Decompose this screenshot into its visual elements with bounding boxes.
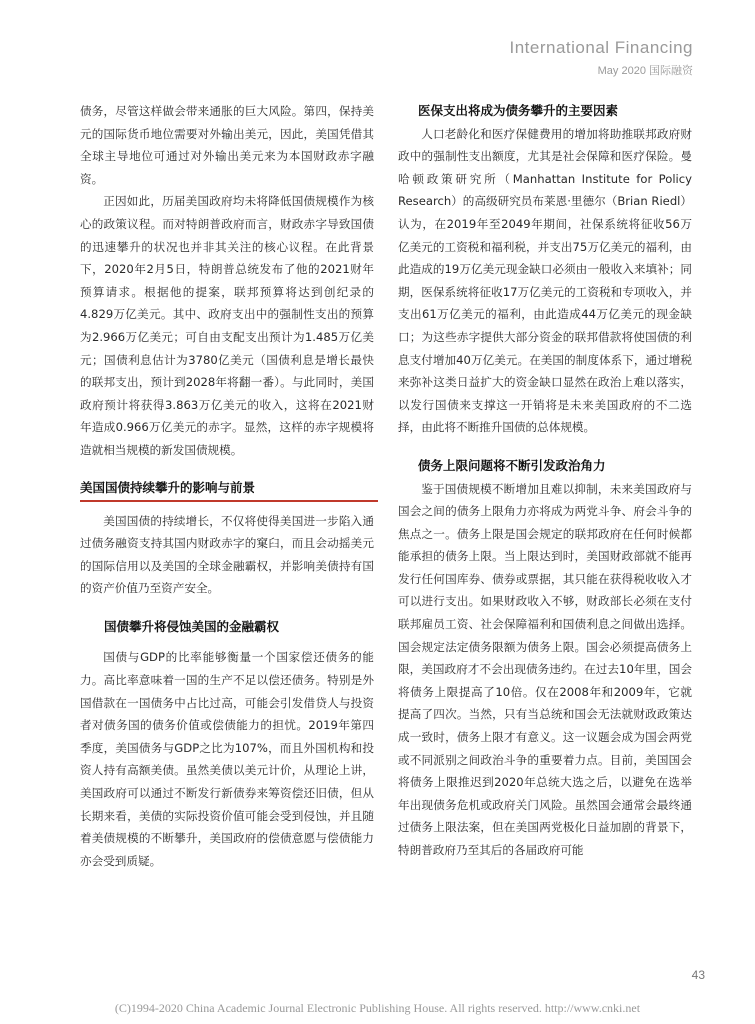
body-paragraph: 鉴于国债规模不断增加且难以抑制，未来美国政府与国会之间的债务上限角力亦将成为两党斗争、府会斗争的焦点之一。债务上限是国会规定的联邦政府在任何时候都能承担的债务上限。当上限达到时，美国财政部就不能再发行任何国库券、债券或票据，其只能在获得税收收入才可以进行支出。如果财政收入不够，财政部长必须在支付联邦雇员工资、社会保障福利和国债利息之间做出选择。国会规定法定债务限额为债务上限。国会必须提高债务上限，美国政府才不会出现债务违约。在过去10年里，国会将债务上限提高了10倍。仅在2008年和2009年，它就提高了四次。当然，只有当总统和国会无法就财政政策达成一致时，债务上限才有意义。这一议题会成为国会两党或不同派别之间政治斗争的重要着力点。目前，美国国会将债务上限推迟到2020年总统大选之后，以避免在选举年出现债务危机或政府关门风险。虽然国会通常会最终通过债务上限法案，但在美国两党极化日益加剧的背景下，特朗普政府乃至其后的各届政府可能 [398, 481, 692, 857]
copyright-footer: (C)1994-2020 China Academic Journal Electronic Publishing House. All rights reserved. http://www.cnki.net [114, 1001, 641, 1015]
body-paragraph: 正因如此，历届美国政府均未将降低国债规模作为核心的政策议程。而对特朗普政府而言，财政赤字导致国债的迅速攀升的状况也并非其关注的核心议程。在此背景下，2020年2月5日，特朗普总统发布了他的2021财年预算请求。根据他的提案，联邦预算将达到创纪录的4.829万亿美元。其中、政府支出中的强制性支出的预算为2.966万亿美元；可自由支配支出预计为1.485万亿美元；国债利息估计为3780亿美元（国债利息是增长最快的联邦支出，预计到2028年将翻一番）。与此同时，美国政府预计将获得3.863万亿美元的收入，这将在2021财年造成0.966万亿美元的赤字。显然，这样的赤字规模将造就相当规模的新发国债规模。 [80, 194, 374, 457]
body-paragraph: 债务，尽管这样做会带来通胀的巨大风险。第四，保持美元的国际货币地位需要对外输出美元，因此，美国凭借其全球主导地位可通过对外输出美元来为本国财政赤字融资。 [80, 104, 374, 186]
section-heading: 美国国债持续攀升的影响与前景 [80, 478, 374, 502]
body-paragraph: 人口老龄化和医疗保健费用的增加将助推联邦政府财政中的强制性支出额度，尤其是社会保障和医疗保险。曼哈顿政策研究所（Manhattan Institute for Policy Research）的高级研究员布莱恩·里德尔（Brian Riedl）认为，在2019年至2049年期间，社保系统将征收56万亿美元的工资税和福利税，并支出75万亿美元的福利，由此造成的19万亿美元现金缺口必须由一般收入来填补；同期，医保系统将征收17万亿美元的工资税和专项收入，并支出61万亿美元的福利，由此造成44万亿美元的现金缺口；为这些赤字提供大部分资金的联邦借款将使国债的利息支付增加40万亿美元。在美国的制度体系下，通过增税来弥补这类日益扩大的资金缺口显然在政治上难以落实，以发行国债来支撑这一开销将是未来美国政府的不二选择，由此将不断推升国债的总体规模。 [398, 126, 692, 435]
issue-label: May 2020 国际融资 [597, 65, 693, 77]
left-column [80, 100, 374, 872]
page-number: 43 [691, 968, 705, 982]
right-column [398, 100, 692, 862]
subheading: 债务上限问题将不断引发政治角力 [418, 457, 606, 473]
body-paragraph: 国债与GDP的比率能够衡量一个国家偿还债务的能力。高比率意味着一国的生产不足以偿还债务。特别是外国借款在一国债务中占比过高，可能会引发借贷人与投资者对债务国的债务价值或偿债能力的担忧。2019年第四季度，美国债务与GDP之比为107%，而且外国机构和投资人持有高额美债。虽然美债以美元计价，从理论上讲，美国政府可以通过不断发行新债券来筹资偿还旧债，但从长期来看，美债的实际投资价值可能会受到侵蚀，并且随着美债规模的不断攀升，美国政府的偿债意愿与偿债能力亦会受到质疑。 [80, 650, 374, 868]
subheading: 国债攀升将侵蚀美国的金融霸权 [104, 618, 280, 634]
subheading: 医保支出将成为债务攀升的主要因素 [418, 103, 619, 118]
journal-title: International Financing [509, 38, 693, 57]
body-paragraph: 美国国债的持续增长，不仅将使得美国进一步陷入通过债务融资支持其国内财政赤字的窠臼，而且会动摇美元的国际信用以及美国的全球金融霸权，并影响美债持有国的资产价值乃至资产安全。 [80, 513, 374, 596]
